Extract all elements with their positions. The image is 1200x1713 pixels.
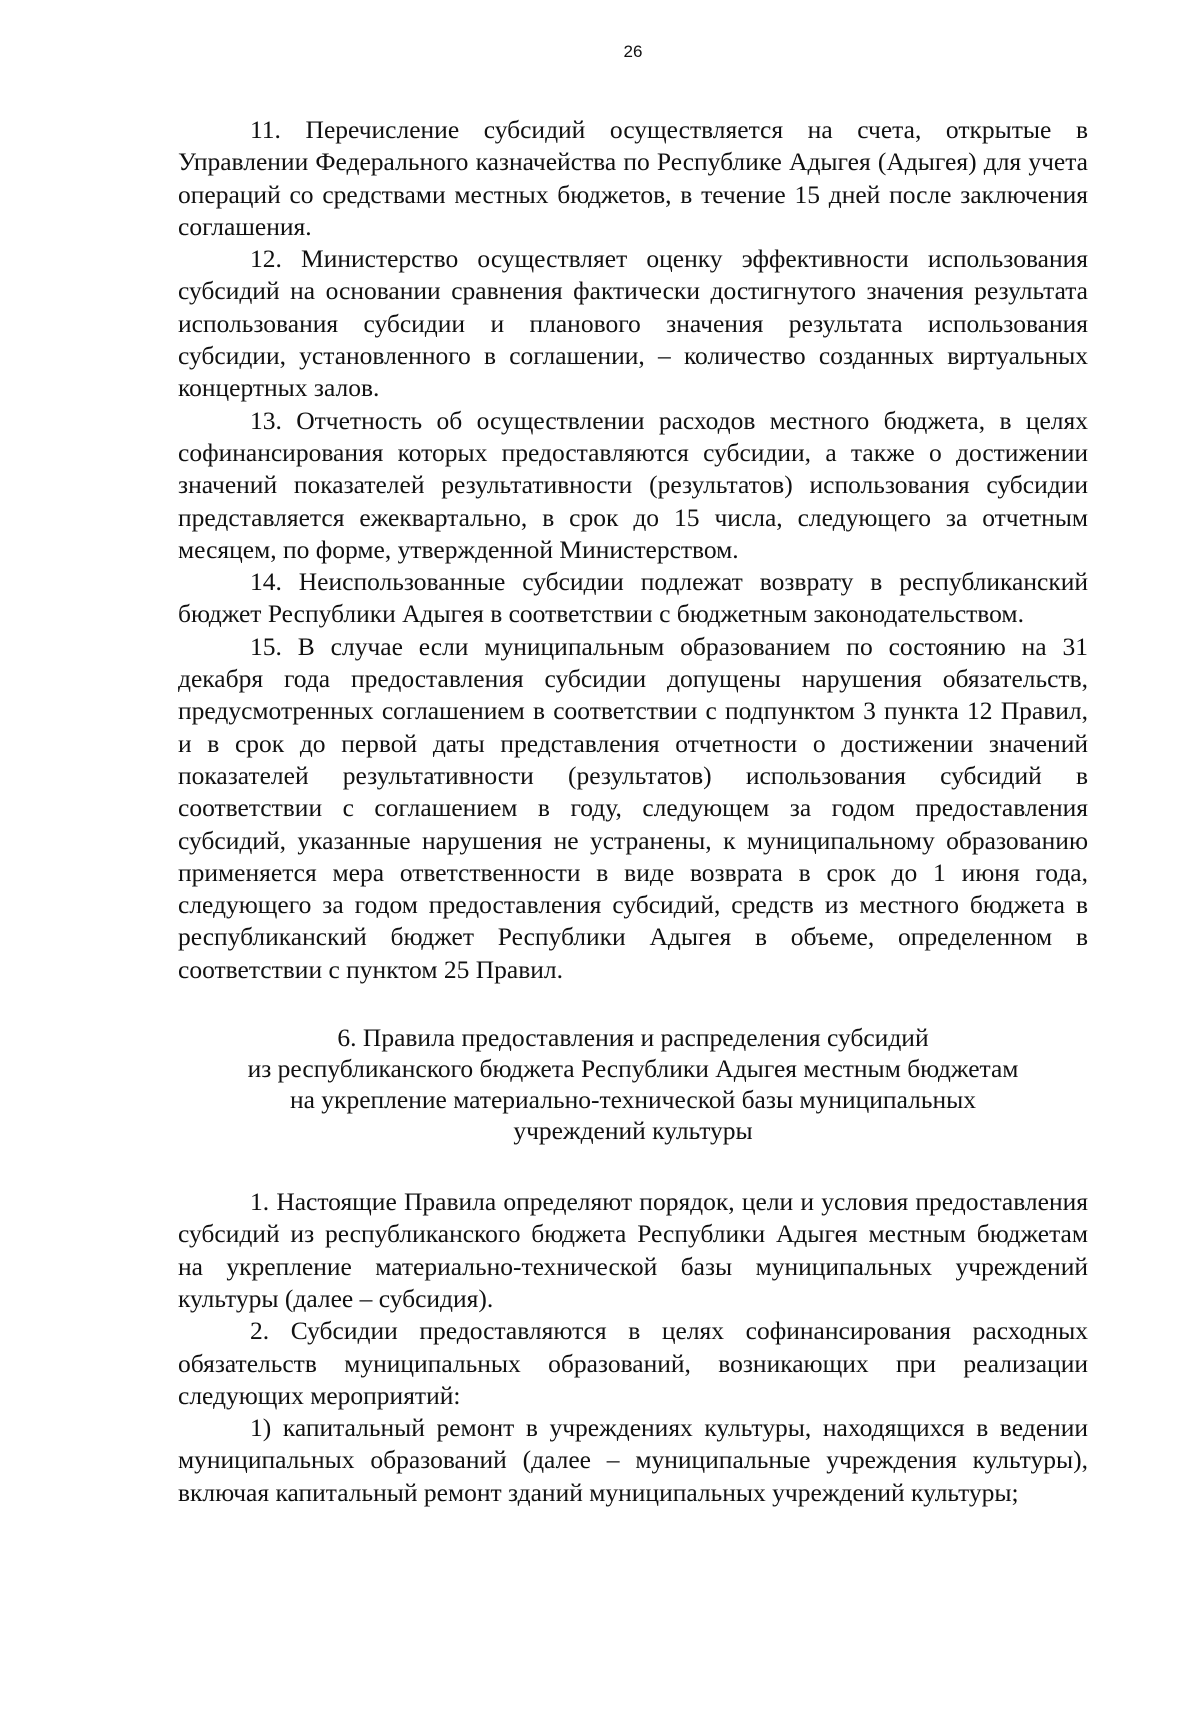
- document-page: [178, 40, 1088, 1680]
- section-title-line: на укрепление материально-технической базы муниципальных: [289, 1085, 977, 1115]
- section-title-line: учреждений культуры: [513, 1116, 753, 1146]
- paragraph-15: 15. В случае если муниципальным образованием по состоянию на 31 декабря года предоставления субсидии допущены нарушения обязательств, предусмотренных соглашением в соответствии с подпунктом 3 пункта 12 Правил, и в срок до первой даты представления отчетности о достижении значений показателей результативности (результатов) использования субсидий в соответствии с соглашением в году, следующем за годом предоставления субсидий, указанные нарушения не устранены, к муниципальному образованию применяется мера ответственности в виде возврата в срок до 1 июня года, следующего за годом предоставления субсидий, средств из местного бюджета в республиканский бюджет Республики Адыгея в объеме, определенном в соответствии с пунктом 25 Правил.: [178, 631, 1088, 984]
- paragraph-2-item-1: 1) капитальный ремонт в учреждениях культуры, находящихся в ведении муниципальных образований (далее – муниципальные учреждения культуры), включая капитальный ремонт зданий муниципальных учреждений культуры;: [178, 1413, 1088, 1507]
- paragraph-2: 2. Субсидии предоставляются в целях софинансирования расходных обязательств муниципальных образований, возникающих при реализации следующих мероприятий:: [178, 1316, 1088, 1410]
- page-number: 26: [623, 42, 643, 61]
- paragraph-11: 11. Перечисление субсидий осуществляется на счета, открытые в Управлении Федерального казначейства по Республике Адыгея (Адыгея) для учета операций со средствами местных бюджетов, в течение 15 дней после заключения соглашения.: [178, 115, 1088, 241]
- section-title-line: из республиканского бюджета Республики Адыгея местным бюджетам: [247, 1054, 1019, 1084]
- paragraph-14: 14. Неиспользованные субсидии подлежат возврату в республиканский бюджет Республики Адыгея в соответствии с бюджетным законодательством.: [178, 567, 1088, 629]
- section-title-line: 6. Правила предоставления и распределения субсидий: [337, 1023, 929, 1053]
- section-title: [178, 1022, 1088, 1146]
- paragraph-12: 12. Министерство осуществляет оценку эффективности использования субсидий на основании сравнения фактически достигнутого значения результата использования субсидии и планового значения результата использования субсидии, установленного в соглашении, – количество созданных виртуальных концертных залов.: [178, 244, 1088, 403]
- paragraph-13: 13. Отчетность об осуществлении расходов местного бюджета, в целях софинансирования которых предоставляются субсидии, а также о достижении значений показателей результативности (результатов) использования субсидии представляется ежеквартально, в срок до 15 числа, следующего за отчетным месяцем, по форме, утвержденной Министерством.: [178, 405, 1088, 564]
- paragraph-1: 1. Настоящие Правила определяют порядок, цели и условия предоставления субсидий из республиканского бюджета Республики Адыгея местным бюджетам на укрепление материально-технической базы муниципальных учреждений культуры (далее – субсидия).: [178, 1187, 1088, 1313]
